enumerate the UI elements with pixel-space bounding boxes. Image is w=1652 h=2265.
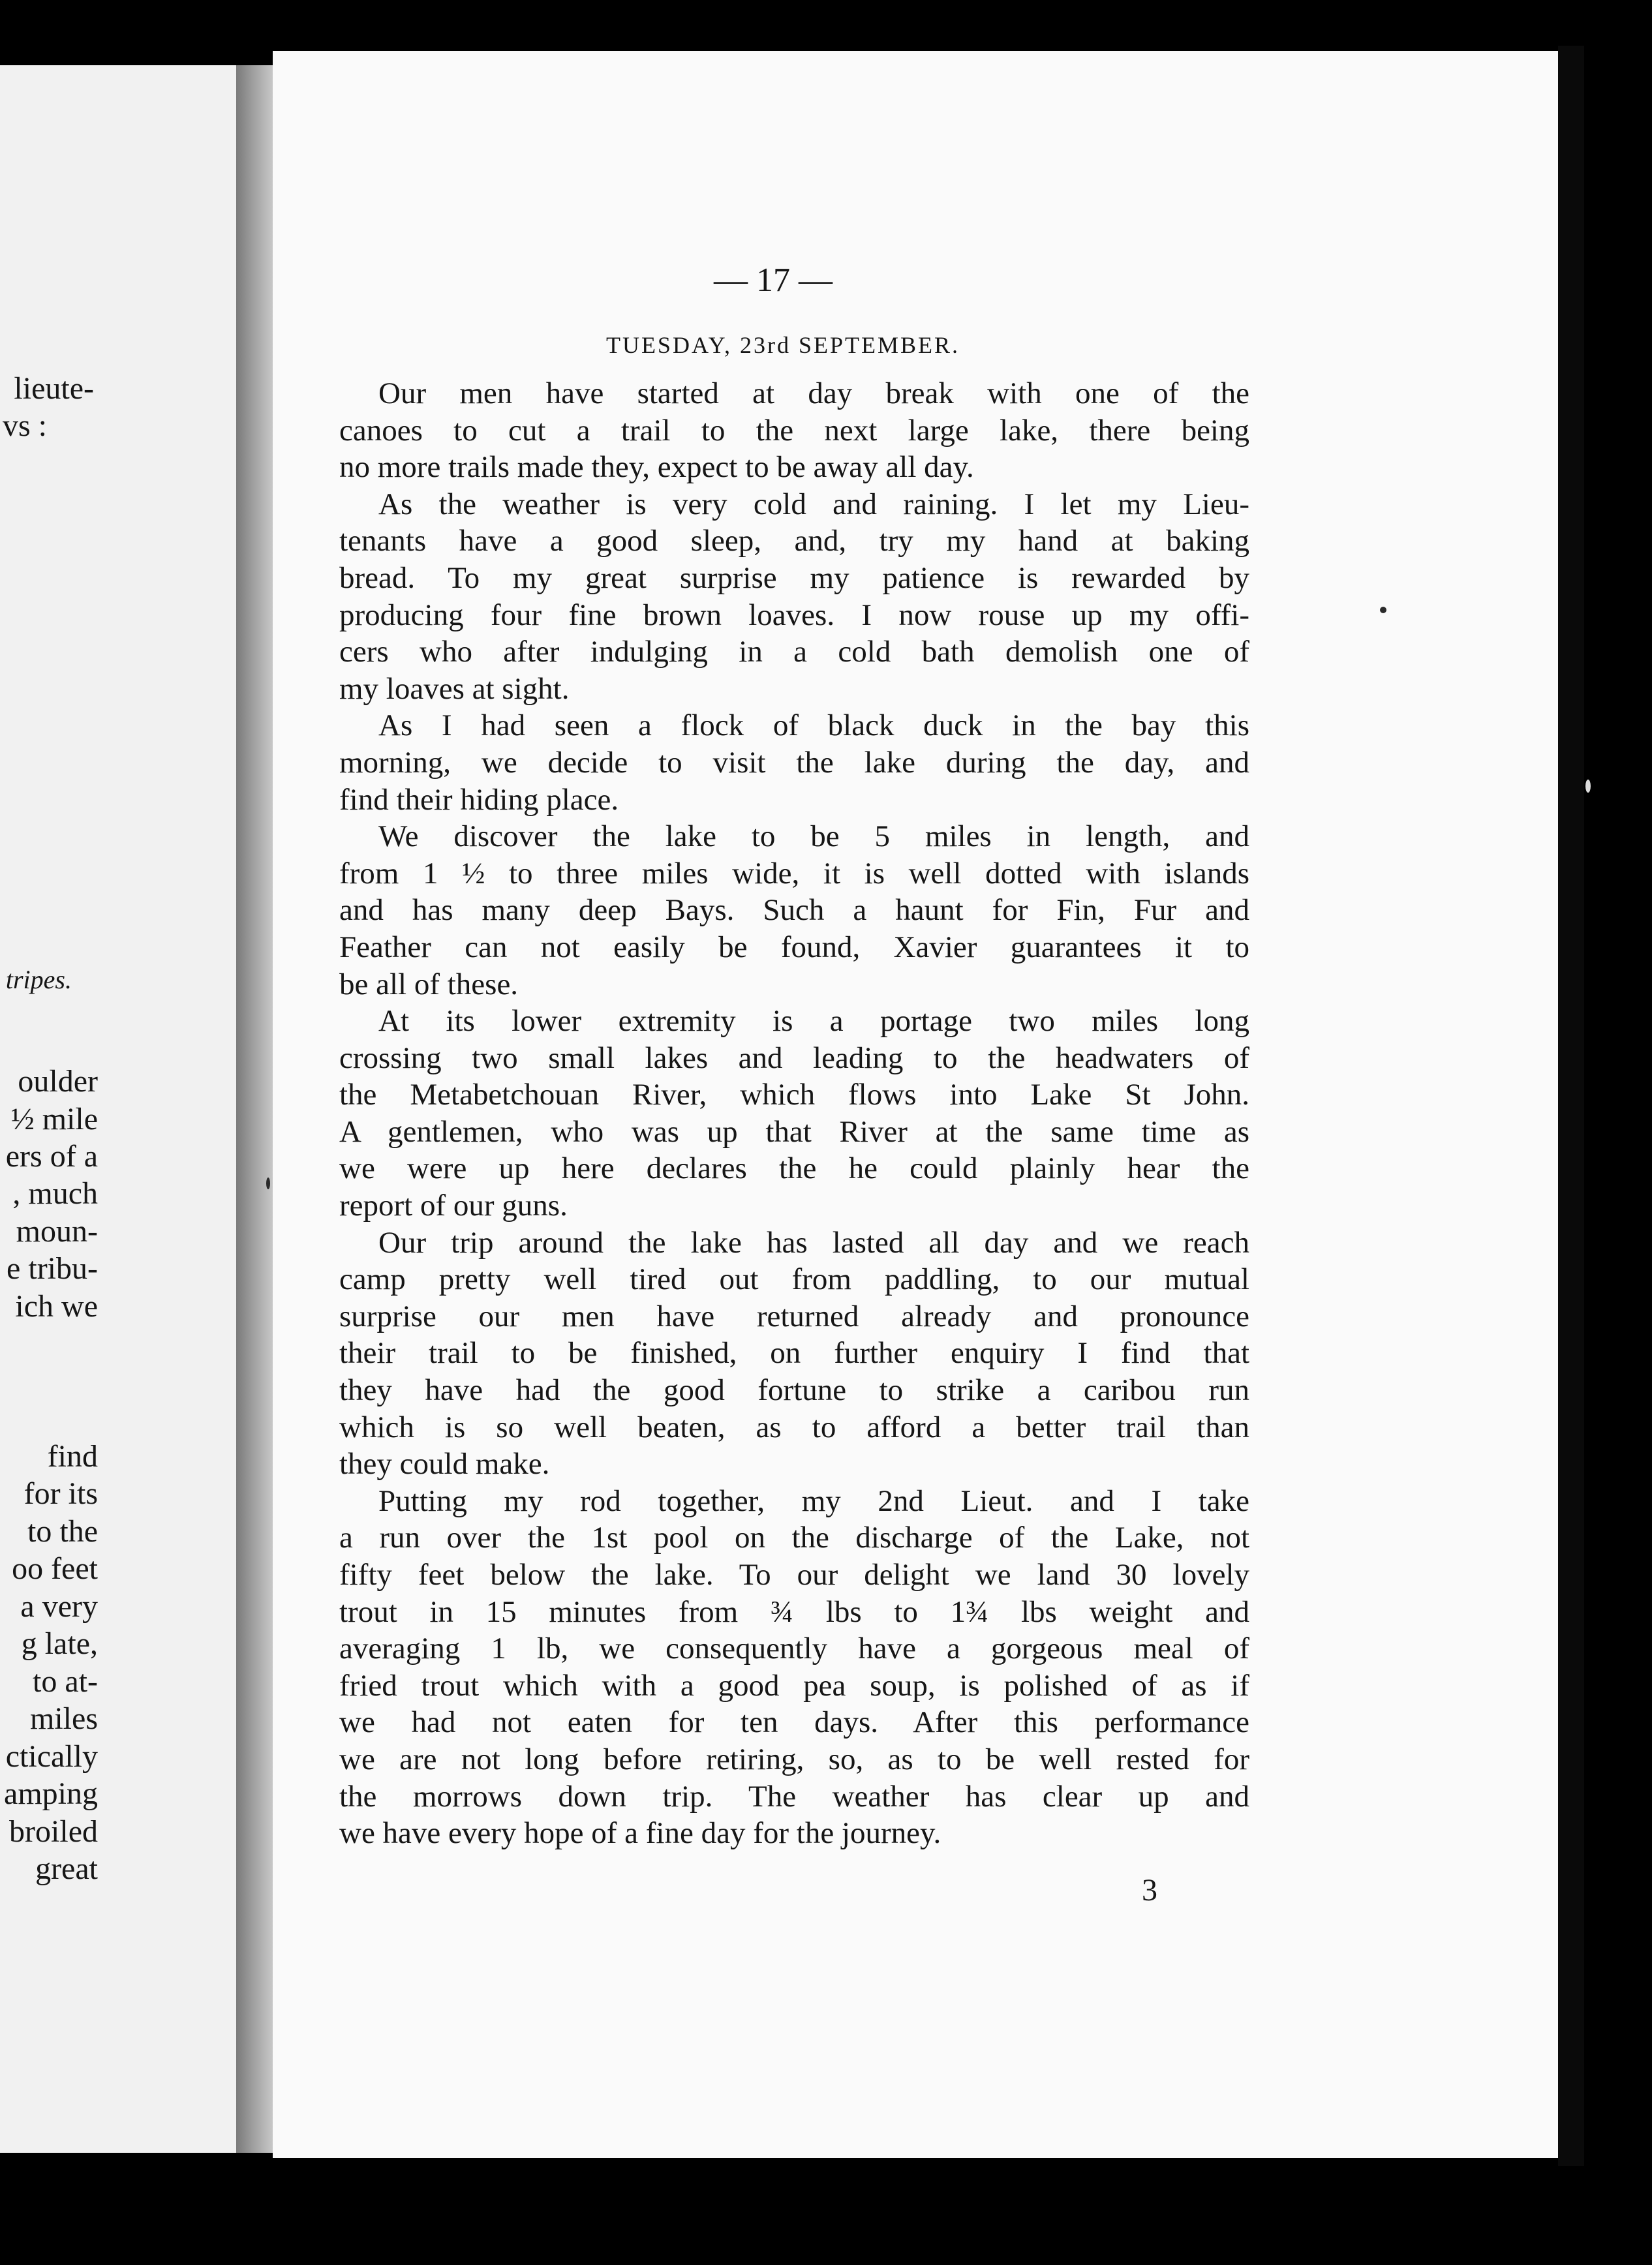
text-line: bread. To my great surprise my patience is rewarded by <box>339 560 1249 595</box>
text-line: a run over the 1st pool on the discharge of the Lake, not <box>339 1521 1249 1555</box>
text-line: the Metabetchouan River, which flows into Lake St John. <box>339 1078 1249 1112</box>
text-line: We discover the lake to be 5 miles in length, and <box>378 819 1249 854</box>
text-line: cers who after indulging in a cold bath demolish one of <box>339 635 1249 669</box>
left-page-fragment: to at- <box>33 1664 98 1699</box>
text-line: At its lower extremity is a portage two miles long <box>378 1004 1249 1039</box>
left-page-fragment: moun- <box>16 1214 98 1249</box>
page-number: — 17 — <box>714 262 833 299</box>
text-line: crossing two small lakes and leading to the headwaters of <box>339 1041 1249 1075</box>
text-line: find their hiding place. <box>339 782 619 817</box>
text-line: the morrows down trip. The weather has clear up and <box>339 1779 1249 1814</box>
page-edge-shadow <box>1558 46 1584 2166</box>
text-line: A gentlemen, who was up that River at the same time as <box>339 1114 1249 1149</box>
text-line: fried trout which with a good pea soup, is polished of as if <box>339 1668 1249 1703</box>
left-page-fragment: e tribu- <box>7 1251 98 1286</box>
text-line: which is so well beaten, as to afford a better trail than <box>339 1410 1249 1444</box>
text-line: we had not eaten for ten days. After this performance <box>339 1705 1249 1740</box>
text-line: we have every hope of a fine day for the journey. <box>339 1816 941 1851</box>
left-page-fragment: lieute- <box>14 371 94 406</box>
page-body-text <box>339 375 1249 1852</box>
text-line: no more trails made they, expect to be away all day. <box>339 450 974 485</box>
text-line: they could make. <box>339 1447 550 1482</box>
left-page-fragment: ctically <box>5 1739 98 1774</box>
text-line: their trail to be finished, on further enquiry I find that <box>339 1336 1249 1371</box>
left-page-fragment: oo feet <box>12 1551 98 1586</box>
text-line: Putting my rod together, my 2nd Lieut. and I take <box>378 1483 1249 1518</box>
scan-speck <box>1585 780 1591 793</box>
text-line: producing four fine brown loaves. I now rouse up my offi- <box>339 598 1249 632</box>
left-page <box>0 65 236 2153</box>
left-page-fragment: to the <box>27 1514 98 1549</box>
entry-heading: TUESDAY, 23rd SEPTEMBER. <box>605 332 960 358</box>
left-page-fragment: broiled <box>9 1814 98 1849</box>
text-line: tenants have a good sleep, and, try my hand at baking <box>339 524 1249 558</box>
text-line: trout in 15 minutes from ¾ lbs to 1¾ lbs weight and <box>339 1594 1249 1629</box>
signature-mark: 3 <box>1142 1873 1157 1908</box>
scan-speck <box>266 1178 270 1189</box>
text-line: Our trip around the lake has lasted all day and we reach <box>378 1225 1249 1260</box>
text-line: Our men have started at day break with one of the <box>378 376 1249 410</box>
left-page-fragment: find <box>47 1439 98 1474</box>
left-page-fragment: oulder <box>18 1064 98 1099</box>
left-page-fragment: for its <box>23 1476 98 1511</box>
scan-speck <box>1380 607 1386 613</box>
left-page-fragment: ers of a <box>5 1139 98 1174</box>
text-line: we are not long before retiring, so, as to be well rested for <box>339 1742 1249 1776</box>
text-line: my loaves at sight. <box>339 671 570 706</box>
left-page-fragment: amping <box>4 1776 98 1811</box>
text-line: report of our guns. <box>339 1189 568 1223</box>
left-page-fragment: ich we <box>15 1289 98 1324</box>
text-line: canoes to cut a trail to the next large lake, there being <box>339 413 1249 448</box>
left-page-fragment: ½ mile <box>10 1102 98 1136</box>
text-line: and has many deep Bays. Such a haunt for Fin, Fur and <box>339 893 1249 928</box>
text-line: morning, we decide to visit the lake during the day, and <box>339 745 1249 780</box>
text-line: averaging 1 lb, we consequently have a gorgeous meal of <box>339 1632 1249 1666</box>
left-page-fragment: a very <box>20 1589 98 1624</box>
left-page-fragment: great <box>35 1851 98 1886</box>
text-line: fifty feet below the lake. To our delight we land 30 lovely <box>339 1558 1249 1592</box>
left-page-fragment: tripes. <box>5 965 72 994</box>
text-line: be all of these. <box>339 967 519 1001</box>
left-page-fragment: miles <box>30 1701 98 1736</box>
left-page-fragment: g late, <box>21 1626 98 1661</box>
left-page-fragment: vs : <box>2 408 47 443</box>
text-line: from 1 ½ to three miles wide, it is well dotted with islands <box>339 856 1249 890</box>
text-line: Feather can not easily be found, Xavier guarantees it to <box>339 930 1249 964</box>
text-line: they have had the good fortune to strike a caribou run <box>339 1373 1249 1408</box>
book-gutter <box>236 65 273 2153</box>
text-line: surprise our men have returned already and pronounce <box>339 1299 1249 1333</box>
text-line: we were up here declares the he could plainly hear the <box>339 1151 1249 1186</box>
text-line: As I had seen a flock of black duck in the bay this <box>378 708 1249 743</box>
text-line: As the weather is very cold and raining. I let my Lieu- <box>378 487 1249 521</box>
left-page-fragment: , much <box>12 1176 98 1211</box>
text-line: camp pretty well tired out from paddling, to our mutual <box>339 1262 1249 1297</box>
